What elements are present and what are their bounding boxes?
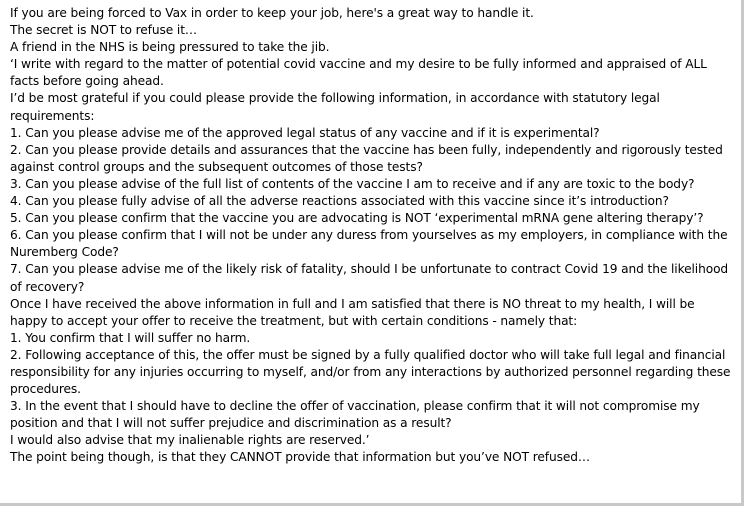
intro-line: If you are being forced to Vax in order to keep your job, here's a great way to handle it. — [10, 6, 534, 20]
letter-opening: ‘I write with regard to the matter of potential covid vaccine and my desire to be fully informed and appraised of ALL facts before going ahead. — [10, 57, 707, 89]
closing-line: The point being though, is that they CANNOT provide that information but you’ve NOT refused… — [10, 450, 590, 465]
question-5: 5. Can you please confirm that the vaccine you are advocating is NOT ‘experimental mRNA gene altering therapy’? — [10, 211, 704, 226]
question-2: 2. Can you please provide details and assurances that the vaccine has been fully, independently and rigorously tested against control groups and the subsequent outcomes of those tests? — [10, 142, 723, 174]
question-4: 4. Can you please fully advise of all the adverse reactions associated with this vaccine since it’s introduction? — [10, 194, 669, 209]
condition-3: 3. In the event that I should have to decline the offer of vaccination, please confirm that it will not compromise my position and that I will not suffer prejudice and discrimination as a result? — [10, 399, 700, 431]
document-text — [10, 5, 735, 467]
question-7: 7. Can you please advise me of the likely risk of fatality, should I be unfortunate to contract Covid 19 and the likelihood of recovery? — [10, 262, 729, 294]
letter-request: I’d be most grateful if you could please provide the following information, in accordance with statutory legal requirements: — [10, 91, 660, 123]
condition-2: 2. Following acceptance of this, the offer must be signed by a fully qualified doctor who will take full legal and financial responsibility for any injuries occurring to myself, and/or from any interactions by authorized personnel regarding these procedures. — [10, 347, 731, 397]
question-3: 3. Can you please advise of the full list of contents of the vaccine I am to receive and if any are toxic to the body? — [10, 176, 695, 191]
condition-1: 1. You confirm that I will suffer no harm. — [10, 330, 251, 345]
context-line: A friend in the NHS is being pressured to take the jib. — [10, 40, 330, 55]
rights-reserved-line: I would also advise that my inalienable rights are reserved.’ — [10, 433, 370, 448]
question-1: 1. Can you please advise me of the approved legal status of any vaccine and if it is experimental? — [10, 125, 600, 140]
conditions-intro: Once I have received the above information in full and I am satisfied that there is NO threat to my health, I will be happy to accept your offer to receive the treatment, but with certain conditions - namely that: — [10, 296, 695, 328]
question-6: 6. Can you please confirm that I will not be under any duress from yourselves as my employers, in compliance with the Nuremberg Code? — [10, 228, 728, 260]
secret-line: The secret is NOT to refuse it… — [10, 23, 197, 38]
